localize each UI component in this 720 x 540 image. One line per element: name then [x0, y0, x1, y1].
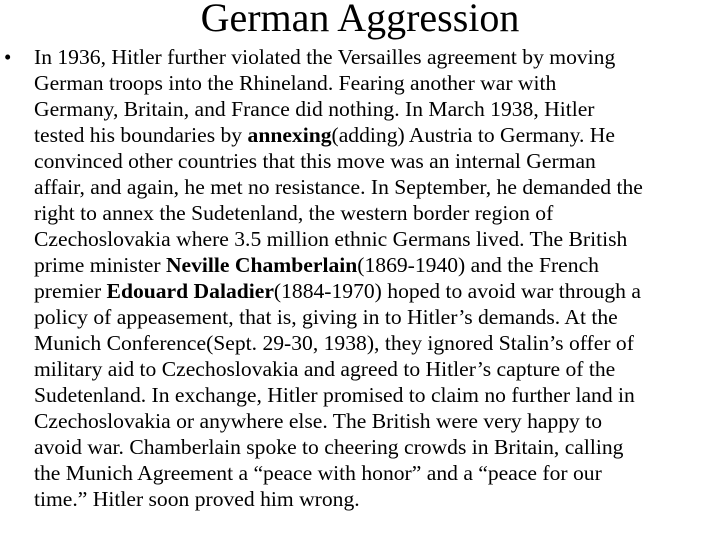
text-line: right to annex the Sudetenland, the western border region of	[34, 201, 554, 225]
text-run: tested his boundaries by	[34, 123, 248, 147]
bullet-list	[0, 44, 720, 512]
text-line: Germany, Britain, and France did nothing. In March 1938, Hitler	[34, 97, 595, 121]
text-run: (1884-1970) hoped to avoid war through a	[273, 279, 641, 303]
text-line: affair, and again, he met no resistance. In September, he demanded the	[34, 175, 643, 199]
text-line	[34, 252, 714, 278]
text-line: German troops into the Rhineland. Fearing another war with	[34, 71, 557, 95]
text-line: Munich Conference(Sept. 29-30, 1938), they ignored Stalin’s offer of	[34, 331, 634, 355]
text-line: Sudetenland. In exchange, Hitler promised to claim no further land in	[34, 383, 635, 407]
text-line: the Munich Agreement a “peace with honor” and a “peace for our	[34, 461, 602, 485]
text-line: policy of appeasement, that is, giving in to Hitler’s demands. At the	[34, 305, 618, 329]
text-line: time.” Hitler soon proved him wrong.	[34, 487, 360, 511]
text-line: In 1936, Hitler further violated the Versailles agreement by moving	[34, 45, 616, 69]
text-line: convinced other countries that this move was an internal German	[34, 149, 596, 173]
text-line	[34, 278, 714, 304]
key-term-annexing: annexing	[247, 123, 332, 147]
key-term-daladier: Edouard Daladier	[106, 279, 274, 303]
text-line	[34, 122, 714, 148]
text-run: premier	[34, 279, 107, 303]
text-run: (adding) Austria to Germany. He	[331, 123, 615, 147]
text-run: prime minister	[34, 253, 166, 277]
bullet-marker: •	[4, 45, 12, 69]
text-line: Czechoslovakia or anywhere else. The British were very happy to	[34, 409, 603, 433]
text-line: Czechoslovakia where 3.5 million ethnic Germans lived. The British	[34, 227, 628, 251]
text-line: avoid war. Chamberlain spoke to cheering crowds in Britain, calling	[34, 435, 624, 459]
slide-title: German Aggression	[200, 0, 520, 40]
bullet-item	[0, 44, 720, 512]
text-run: (1869-1940) and the French	[357, 253, 599, 277]
key-term-chamberlain: Neville Chamberlain	[165, 253, 358, 277]
text-line: military aid to Czechoslovakia and agreed to Hitler’s capture of the	[34, 357, 616, 381]
